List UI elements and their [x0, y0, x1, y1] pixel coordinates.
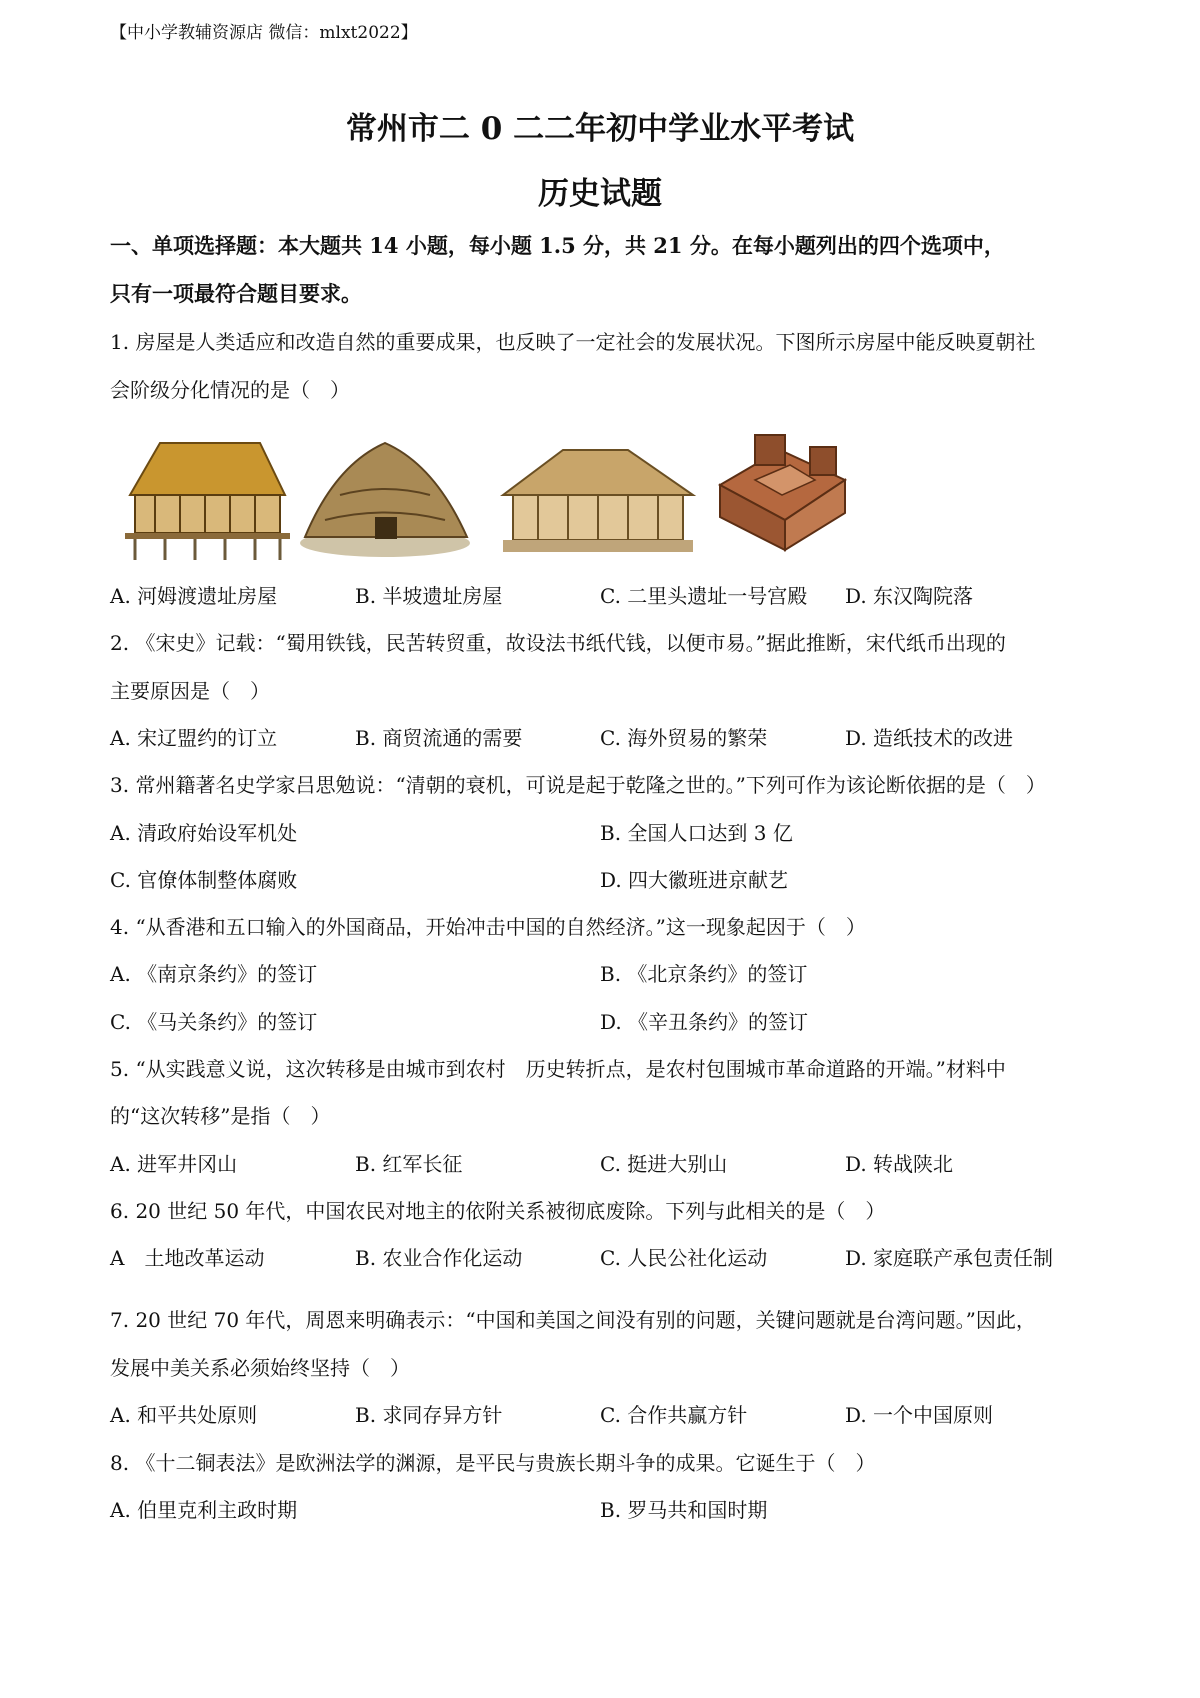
q7-option-d: D. 一个中国原则	[845, 1403, 994, 1427]
question-3-line1: 3. 常州籍著名史学家吕思勉说：“清朝的衰机，可说是起于乾隆之世的。”下列可作为该论断依据的是（ ）	[110, 773, 1046, 797]
q2-option-d: D. 造纸技术的改进	[845, 726, 1014, 750]
q4-option-c: C. 《马关条约》的签订	[110, 1010, 318, 1034]
q3-option-c: C. 官僚体制整体腐败	[110, 868, 298, 892]
banpo-house-image	[295, 425, 475, 565]
q1-option-c: C. 二里头遗址一号宫殿	[600, 584, 808, 608]
q1-option-a: A. 河姆渡遗址房屋	[110, 584, 278, 608]
q7-option-b: B. 求同存异方针	[355, 1403, 503, 1427]
hemudu-house-image	[110, 425, 295, 565]
question-1-line2: 会阶级分化情况的是（ ）	[110, 378, 350, 402]
q3-option-b: B. 全国人口达到 3 亿	[600, 821, 793, 845]
question-4-line1: 4. “从香港和五口输入的外国商品，开始冲击中国的自然经济。”这一现象起因于（ ）	[110, 915, 866, 939]
section-heading-line1: 一、单项选择题：本大题共 14 小题，每小题 1.5 分，共 21 分。在每小题列出的四个选项中，	[110, 233, 1005, 258]
q6-option-b: B. 农业合作化运动	[355, 1246, 523, 1270]
q1-option-d: D. 东汉陶院落	[845, 584, 974, 608]
question-6-line1: 6. 20 世纪 50 年代，中国农民对地主的依附关系被彻底废除。下列与此相关的是（ ）	[110, 1199, 886, 1223]
question-2-line1: 2. 《宋史》记载：“蜀用铁钱，民苦转贸重，故设法书纸代钱，以便市易。”据此推断，宋代纸币出现的	[110, 631, 1006, 655]
q5-option-d: D. 转战陕北	[845, 1152, 954, 1176]
exam-title: 常州市二 0 二二年初中学业水平考试	[345, 111, 855, 147]
question-1-line1: 1. 房屋是人类适应和改造自然的重要成果，也反映了一定社会的发展状况。下图所示房屋中能反映夏朝社	[110, 330, 1036, 354]
q1-option-b: B. 半坡遗址房屋	[355, 584, 503, 608]
question-8-line1: 8. 《十二铜表法》是欧洲法学的渊源，是平民与贵族长期斗争的成果。它诞生于（ ）	[110, 1451, 876, 1475]
question-7-line1: 7. 20 世纪 70 年代，周恩来明确表示：“中国和美国之间没有别的问题，关键问题就是台湾问题。”因此，	[110, 1308, 1036, 1332]
question-5-line2: 的“这次转移”是指（ ）	[110, 1104, 331, 1128]
q5-option-b: B. 红军长征	[355, 1152, 463, 1176]
q8-option-b: B. 罗马共和国时期	[600, 1498, 768, 1522]
q3-option-d: D. 四大徽班进京献艺	[600, 868, 789, 892]
q4-option-b: B. 《北京条约》的签订	[600, 962, 808, 986]
q7-option-c: C. 合作共赢方针	[600, 1403, 748, 1427]
q2-option-b: B. 商贸流通的需要	[355, 726, 523, 750]
q4-option-a: A. 《南京条约》的签订	[110, 962, 318, 986]
q8-option-a: A. 伯里克利主政时期	[110, 1498, 298, 1522]
q6-option-a: A 土地改革运动	[110, 1246, 265, 1270]
q3-option-a: A. 清政府始设军机处	[110, 821, 298, 845]
q5-option-a: A. 进军井冈山	[110, 1152, 238, 1176]
donghan-pottery-courtyard-image	[710, 425, 855, 565]
erlitou-palace-image	[488, 425, 698, 565]
question-2-line2: 主要原因是（ ）	[110, 679, 270, 703]
page-header: 【中小学教辅资源店 微信：mlxt2022】	[110, 23, 418, 43]
exam-subtitle: 历史试题	[538, 176, 662, 212]
question-5-line1: 5. “从实践意义说，这次转移是由城市到农村 历史转折点，是农村包围城市革命道路的开端。”材料中	[110, 1057, 1006, 1081]
q5-option-c: C. 挺进大别山	[600, 1152, 728, 1176]
q2-option-a: A. 宋辽盟约的订立	[110, 726, 278, 750]
q6-option-c: C. 人民公社化运动	[600, 1246, 768, 1270]
q7-option-a: A. 和平共处原则	[110, 1403, 258, 1427]
q4-option-d: D. 《辛丑条约》的签订	[600, 1010, 809, 1034]
q6-option-d: D. 家庭联产承包责任制	[845, 1246, 1054, 1270]
section-heading-line2: 只有一项最符合题目要求。	[110, 281, 362, 306]
question-7-line2: 发展中美关系必须始终坚持（ ）	[110, 1356, 410, 1380]
q2-option-c: C. 海外贸易的繁荣	[600, 726, 768, 750]
